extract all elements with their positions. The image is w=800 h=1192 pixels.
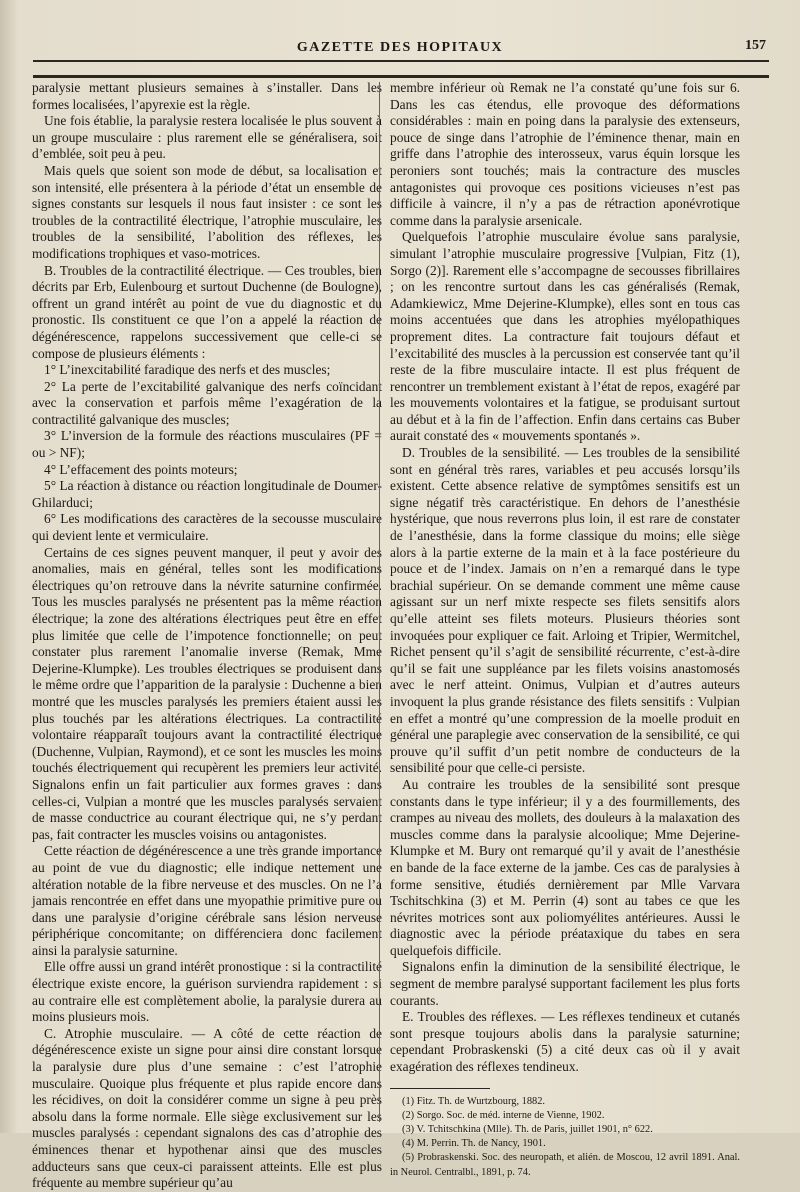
footnotes	[390, 1095, 740, 1180]
list-item: 2° La perte de l’excitabilité galvanique des nerfs coïncidant avec la conservation et parfois même l’exagération de la contractilité galvanique des muscles;	[32, 378, 382, 427]
list-item: 3° L’inversion de la formule des réactions musculaires (PF = ou > NF);	[32, 428, 382, 461]
left-column	[32, 80, 382, 1192]
paragraph: Signalons enfin la diminution de la sensibilité électrique, le segment de membre paralysé supportant facilement les plus forts courants.	[390, 959, 740, 1008]
footnote: (5) Probraskenski. Soc. des neuropath, et alién. de Moscou, 12 avril 1891. Anal. in Neurol. Centralbl., 1891, p. 74.	[390, 1152, 740, 1178]
paragraph: Au contraire les troubles de la sensibilité sont presque constants dans le type inférieur; il y a des fourmillements, des crampes au niveau des mollets, des douleurs à la malaxation des muscles comme dans la paralysie alcoolique; Mme Dejerine-Klumpke et M. Bury ont remarqué qu’il y avait de l’anesthésie en bande de la face externe de la jambe. Ces cas de paralysies à forme sensitive, étudiés dernièrement par Mlle Varvara Tschitschkina (3) et M. Perrin (4) sont au tabes ce que les névrites motrices sont aux poliomyélites antérieures. Aussi le diagnostic avec la période préataxique du tabes en sera quelquefois difficile.	[390, 776, 740, 958]
section-paragraph: E. Troubles des réflexes. — Les réflexes tendineux et cutanés sont presque toujours abolis dans la paralysie saturnine; cependant Probraskenski (5) a cité deux cas où il y avait exagération des réflexes tendineux.	[390, 1009, 740, 1075]
section-paragraph: C. Atrophie musculaire. — A côté de cette réaction de dégénérescence existe un signe pour ainsi dire constant lorsque la paralysie dure plus d’une semaine : c’est l’atrophie musculaire. Quoique plus fréquente et plus rapide encore dans les récidives, on doit la considérer comme un signe à peu près absolu dans la forme normale. Elle siège exclusivement sur les muscles paralysés : cependant signalons des cas d’atrophie des éminences thenar et hypothenar ainsi que des muscles adducteurs sans que ceux-ci paraissent atteints. Elle est plus fréquente au membre supérieur qu’au	[32, 1025, 382, 1191]
paragraph: Elle offre aussi un grand intérêt pronostique : si la contractilité électrique existe encore, la guérison surviendra rapidement : si au contraire elle est complètement abolie, la paralysie durera au moins plusieurs mois.	[32, 959, 382, 1025]
list-item: 1° L’inexcitabilité faradique des nerfs et des muscles;	[44, 362, 331, 378]
page-header	[0, 0, 800, 60]
paragraph: Certains de ces signes peuvent manquer, il peut y avoir des anomalies, mais en général, telles sont les modifications électriques qu’on retrouve dans la névrite saturnine confirmée. Tous les muscles paralysés ne présentent pas la même réaction électrique; la zone des altérations électriques peut être en effet plus limitée que celle de l’impotence fonctionnelle; on peut constater plus rarement l’anomalie inverse (Remak, Mme Dejerine-Klumpke). Les troubles électriques se produisent dans le même ordre que l’apparition de la paralysie : Duchenne a bien montré que les muscles paralysés les premiers étaient aussi les plus touchés par les altérations électriques. La contractilité volontaire réapparaît toujours avant la contractilité électrique (Duchenne, Vulpian, Raymond), et ce sont les muscles les moins touchés électriquement qui recupèrent les premiers leur activité. Signalons enfin un fait particulier aux formes graves : dans celles-ci, Vulpian a montré que les muscles paralysés servaient de masse conductrice au courant électrique qui, ne s’y perdant pas, fait contracter les muscles voisins ou antagonistes.	[32, 544, 382, 842]
journal-title: GAZETTE DES HOPITAUX	[296, 40, 504, 55]
column-divider	[379, 82, 380, 1122]
footnote: (2) Sorgo. Soc. de méd. interne de Vienne, 1902.	[402, 1109, 605, 1121]
footnote: (3) V. Tchitschkina (Mlle). Th. de Paris, juillet 1901, n° 622.	[402, 1124, 653, 1136]
section-paragraph: D. Troubles de la sensibilité. — Les troubles de la sensibilité sont en général très rares, variables et peu accusés lorsqu’ils existent. Cette absence relative de symptômes sensitifs est un signe négatif très caractéristique. En dehors de l’anesthésie hystérique, que nous reverrons plus loin, il est rare de constater de l’anesthésie, dans la forme classique du moins; elle siège alors à la partie externe de la main et à la face postérieure du pouce et de l’index. Jamais on n’en a remarqué dans le type brachial supérieur. On se demande comment une même cause agissant sur un nerf mixte respecte ses filets sensitifs alors qu’elle atteint ses filets moteurs. Plusieurs théories sont invoquées pour expliquer ce fait. Arloing et Tripier, Wermitchel, Richet pensent qu’il s’agit de sensibilité récurrente, c’est-à-dire qu’il se fait une suppléance par les filets voisins anastomosés avec le nerf atteint. Onimus, Vulpian et d’autres auteurs invoquent la plus grande résistance des filets sensitifs : Vulpian en effet a montré qu’une compression de la moelle produit en général une paraplegie avec conservation de la sensibilité, ce qui prouve qu’il suffit d’un petit nombre de conducteurs de la sensibilité pour que celle-ci persiste.	[390, 445, 740, 776]
list-item: 4° L’effacement des points moteurs;	[44, 461, 238, 477]
footnote: (1) Fitz. Th. de Wurtzbourg, 1882.	[402, 1095, 546, 1107]
section-paragraph: B. Troubles de la contractilité électrique. — Ces troubles, bien décrits par Erb, Eulenbourg et surtout Duchenne (de Boulogne), offrent un grand intérêt au point de vue du diagnostic et du pronostic. Ils constituent ce que l’on a appelé la réaction de dégénérescence, rappelons successivement que celle-ci se compose de plusieurs éléments :	[32, 262, 382, 361]
paragraph: paralysie mettant plusieurs semaines à s’installer. Dans les formes localisées, l’apyrexie est la règle.	[32, 80, 382, 112]
paragraph: Quelquefois l’atrophie musculaire évolue sans paralysie, simulant l’atrophie musculaire progressive [Vulpian, Fitz (1), Sorgo (2)]. Rarement elle s’accompagne de secousses fibrillaires ; on les rencontre surtout dans les cas généralisés (Remak, Adamkiewicz, Mme Dejerine-Klumpke), elles sont en tous cas moins accentuées que dans les atrophies myélopathiques proprement dites. La contracture fait toujours défaut et l’excitabilité des muscles à la percussion est conservée tant qu’il reste de la fibre musculaire intacte. Il est plus fréquent de rencontrer un tremblement existant à l’état de repos, exagéré par les mouvements volontaires et la fatigue, se produisant surtout au début et à la fin de l’affection. Enfin dans certains cas Buber aurait constaté des « mouvements spontanés ».	[390, 229, 740, 444]
footnote-rule	[390, 1088, 490, 1089]
paragraph: Une fois établie, la paralysie restera localisée le plus souvent à un groupe musculaire : plus rarement elle se généralisera, soit d’emblée, soit peu à peu.	[32, 113, 382, 162]
list-item: 5° La réaction à distance ou réaction longitudinale de Doumer-Ghilarduci;	[32, 478, 382, 510]
paragraph: Mais quels que soient son mode de début, sa localisation et son intensité, elle présentera à la période d’état un ensemble de signes constants sur lesquels il nous faut insister : ce sont les troubles de la contractilité électrique, l’atrophie musculaire, les troubles de la sensibilité, l’abolition des réflexes, les modifications trophiques et vaso-motrices.	[32, 162, 382, 261]
header-rule	[33, 60, 769, 62]
paragraph: membre inférieur où Remak ne l’a constaté qu’une fois sur 6. Dans les cas étendus, elle provoque des déformations considérables : main en poing dans la paralysie des extenseurs, pouce de singe dans l’atrophie de l’éminence thenar, main en griffe dans l’atrophie des interosseux, varus équin lorsque les peroniers sont touchés; mais la contracture des muscles antagonistes qui provoque ces positions vicieuses n’est pas difficile à vaincre, il n’y a pas de rétraction aponévrotique comme dans la paralysie arsenicale.	[390, 80, 740, 228]
header-double-rule	[33, 75, 769, 78]
list-item: 6° Les modifications des caractères de la secousse musculaire qui devient lente et vermiculaire.	[32, 511, 382, 544]
paragraph: Cette réaction de dégénérescence a une très grande importance au point de vue du diagnostic; elle indique nettement une altération notable de la fibre nerveuse et des muscles. On ne l’a jamais rencontrée en effet dans une myopathie primitive pure ou dans une paralysie d’origine cérébrale sans lésion nerveuse périphérique concomitante; on différenciera donc facilement ainsi la paralysie saturnine.	[32, 843, 382, 958]
footnote: (4) M. Perrin. Th. de Nancy, 1901.	[402, 1138, 546, 1150]
right-column	[390, 80, 740, 1180]
page-number: 157	[745, 38, 766, 53]
